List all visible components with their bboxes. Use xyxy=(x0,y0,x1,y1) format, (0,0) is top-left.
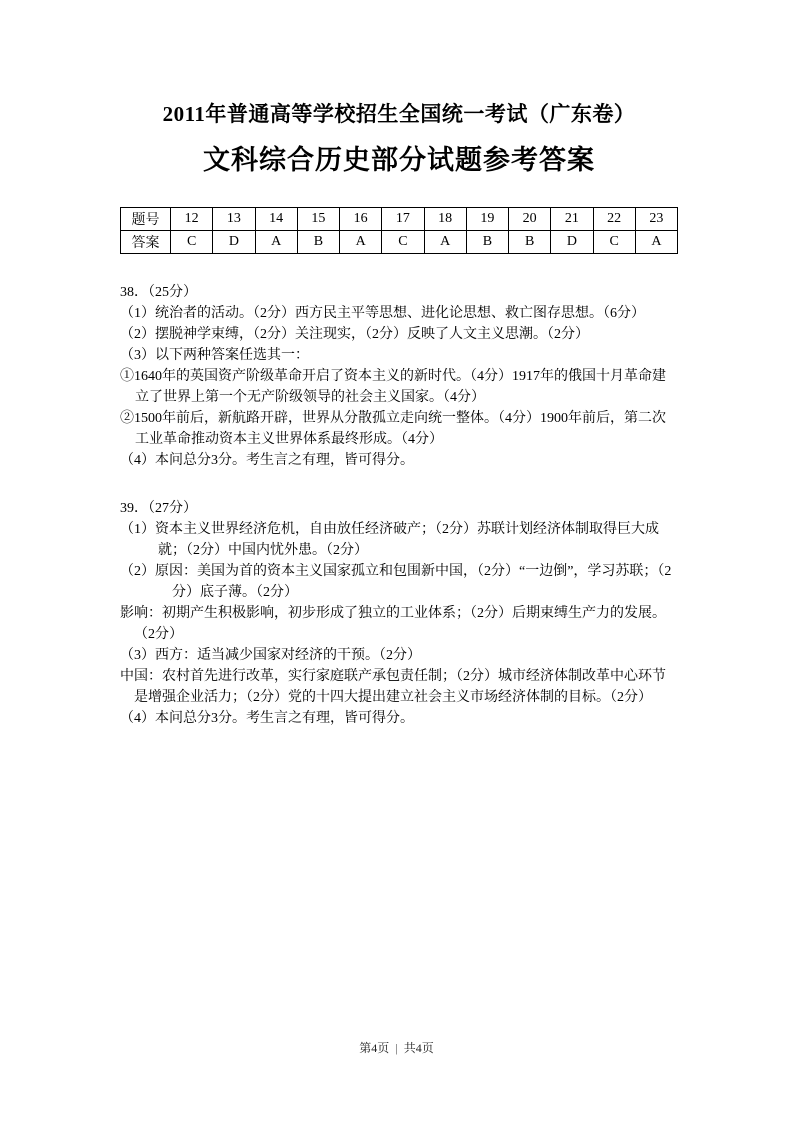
answer-paragraph: （4）本问总分3分。考生言之有理，皆可得分。 xyxy=(120,711,414,726)
question-number-cell: 12 xyxy=(171,208,213,231)
answer-cell: A xyxy=(424,231,466,254)
answer-cell: A xyxy=(255,231,297,254)
answer-paragraph: （1）资本主义世界经济危机，自由放任经济破产；（2分）苏联计划经济体制取得巨大成就；（2分）中国内忧外患。（2分） xyxy=(120,522,659,558)
answer-paragraph: （4）本问总分3分。考生言之有理，皆可得分。 xyxy=(120,453,414,468)
footer-separator: | xyxy=(395,1041,398,1055)
answer-option-paragraph: ①1640年的英国资产阶级革命开启了资本主义的新时代。（4分）1917年的俄国十月革命建立了世界上第一个无产阶级领导的社会主义国家。（4分） xyxy=(120,369,666,405)
answer-cell: A xyxy=(635,231,677,254)
answer-option-paragraph: ②1500年前后，新航路开辟，世界从分散孤立走向统一整体。（4分）1900年前后，第二次工业革命推动资本主义世界体系最终形成。（4分） xyxy=(120,411,666,447)
answer-paragraph: （1）统治者的活动。（2分）西方民主平等思想、进化论思想、救亡图存思想。（6分） xyxy=(120,306,645,321)
answer-cell: A xyxy=(340,231,382,254)
row-header-question: 题号 xyxy=(121,208,171,231)
section-38 xyxy=(120,282,678,471)
question-number-cell: 13 xyxy=(213,208,255,231)
question-number-cell: 15 xyxy=(297,208,339,231)
question-number-cell: 23 xyxy=(635,208,677,231)
section-heading: 39．（27分） xyxy=(120,501,197,516)
answer-cell: C xyxy=(171,231,213,254)
question-number-cell: 14 xyxy=(255,208,297,231)
answer-cell: D xyxy=(551,231,593,254)
answer-cell: D xyxy=(213,231,255,254)
table-row-answers xyxy=(121,231,678,254)
row-header-answer: 答案 xyxy=(121,231,171,254)
answer-table xyxy=(120,207,678,254)
answer-paragraph: （2）原因：美国为首的资本主义国家孤立和包围新中国，（2分）“一边倒”，学习苏联；（2分）底子薄。（2分） xyxy=(120,564,672,600)
table-row-question-numbers xyxy=(121,208,678,231)
question-number-cell: 21 xyxy=(551,208,593,231)
page-footer xyxy=(0,1039,793,1056)
answer-cell: B xyxy=(297,231,339,254)
answer-paragraph: （3）西方：适当减少国家对经济的干预。（2分） xyxy=(120,648,421,663)
answer-cell: C xyxy=(382,231,424,254)
answer-subparagraph: 影响：初期产生积极影响，初步形成了独立的工业体系；（2分）后期束缚生产力的发展。（2分） xyxy=(120,606,666,642)
question-number-cell: 22 xyxy=(593,208,635,231)
answer-paragraph: （3）以下两种答案任选其一： xyxy=(120,348,309,363)
answer-subparagraph: 中国：农村首先进行改革，实行家庭联产承包责任制；（2分）城市经济体制改革中心环节是增强企业活力；（2分）党的十四大提出建立社会主义市场经济体制的目标。（2分） xyxy=(120,669,666,705)
section-39 xyxy=(120,498,678,729)
footer-total-pages: 共4页 xyxy=(403,1041,434,1055)
answer-cell: B xyxy=(466,231,508,254)
answer-paragraph: （2）摆脱神学束缚，（2分）关注现实，（2分）反映了人文主义思潮。（2分） xyxy=(120,327,589,342)
answers-body xyxy=(120,282,678,729)
question-number-cell: 20 xyxy=(509,208,551,231)
page-subtitle: 文科综合历史部分试题参考答案 xyxy=(203,145,595,175)
footer-current-page: 第4页 xyxy=(359,1041,390,1055)
question-number-cell: 17 xyxy=(382,208,424,231)
question-number-cell: 19 xyxy=(466,208,508,231)
answer-cell: B xyxy=(509,231,551,254)
question-number-cell: 16 xyxy=(340,208,382,231)
page-title: 2011年普通高等学校招生全国统一考试（广东卷） xyxy=(162,102,636,126)
question-number-cell: 18 xyxy=(424,208,466,231)
answer-cell: C xyxy=(593,231,635,254)
section-heading: 38．（25分） xyxy=(120,285,197,300)
